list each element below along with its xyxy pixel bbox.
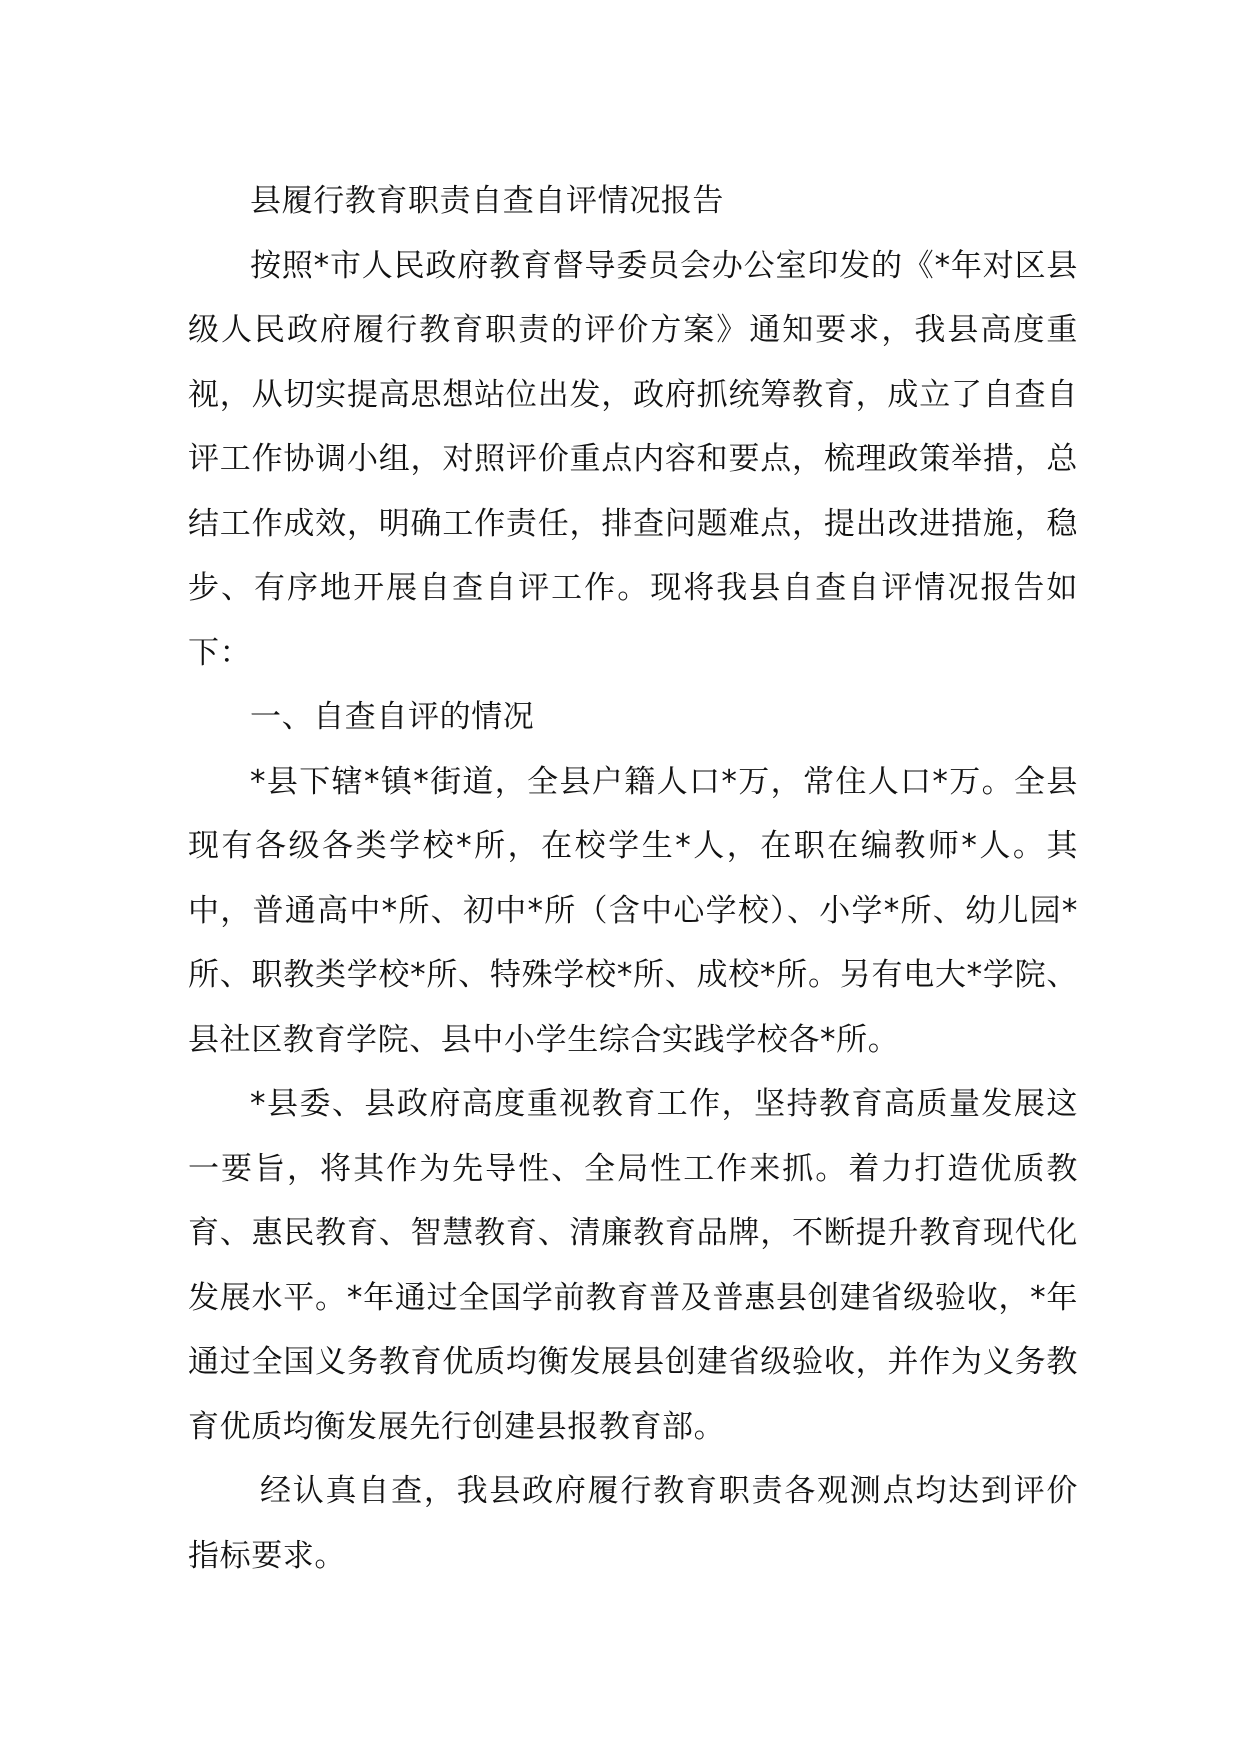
paragraph-intro: 按照*市人民政府教育督导委员会办公室印发的《*年对区县级人民政府履行教育职责的评价方案》通知要求，我县高度重视，从切实提高思想站位出发，政府抓统筹教育，成立了自查自评工作协调小组，对照评价重点内容和要点，梳理政策举措，总结工作成效，明确工作责任，排查问题难点，提出改进措施，稳步、有序地开展自查自评工作。现将我县自查自评情况报告如下： xyxy=(188,247,1078,671)
paragraph-county-overview: *县下辖*镇*街道，全县户籍人口*万，常住人口*万。全县现有各级各类学校*所，在校学生*人，在职在编教师*人。其中，普通高中*所、初中*所（含中心学校）、小学*所、幼儿园*所、职教类学校*所、特殊学校*所、成校*所。另有电大*学院、县社区教育学院、县中小学生综合实践学校各*所。 xyxy=(188,763,1078,1058)
document-body xyxy=(188,169,1078,1588)
paragraph-government-work: *县委、县政府高度重视教育工作，坚持教育高质量发展这一要旨，将其作为先导性、全局性工作来抓。着力打造优质教育、惠民教育、智慧教育、清廉教育品牌，不断提升教育现代化发展水平。*年通过全国学前教育普及普惠县创建省级验收，*年通过全国义务教育优质均衡发展县创建省级验收，并作为义务教育优质均衡发展先行创建县报教育部。 xyxy=(188,1086,1078,1445)
document-title: 县履行教育职责自查自评情况报告 xyxy=(250,183,724,219)
paragraph-conclusion: 经认真自查，我县政府履行教育职责各观测点均达到评价指标要求。 xyxy=(188,1473,1078,1574)
section-heading-1: 一、自查自评的情况 xyxy=(250,699,535,735)
